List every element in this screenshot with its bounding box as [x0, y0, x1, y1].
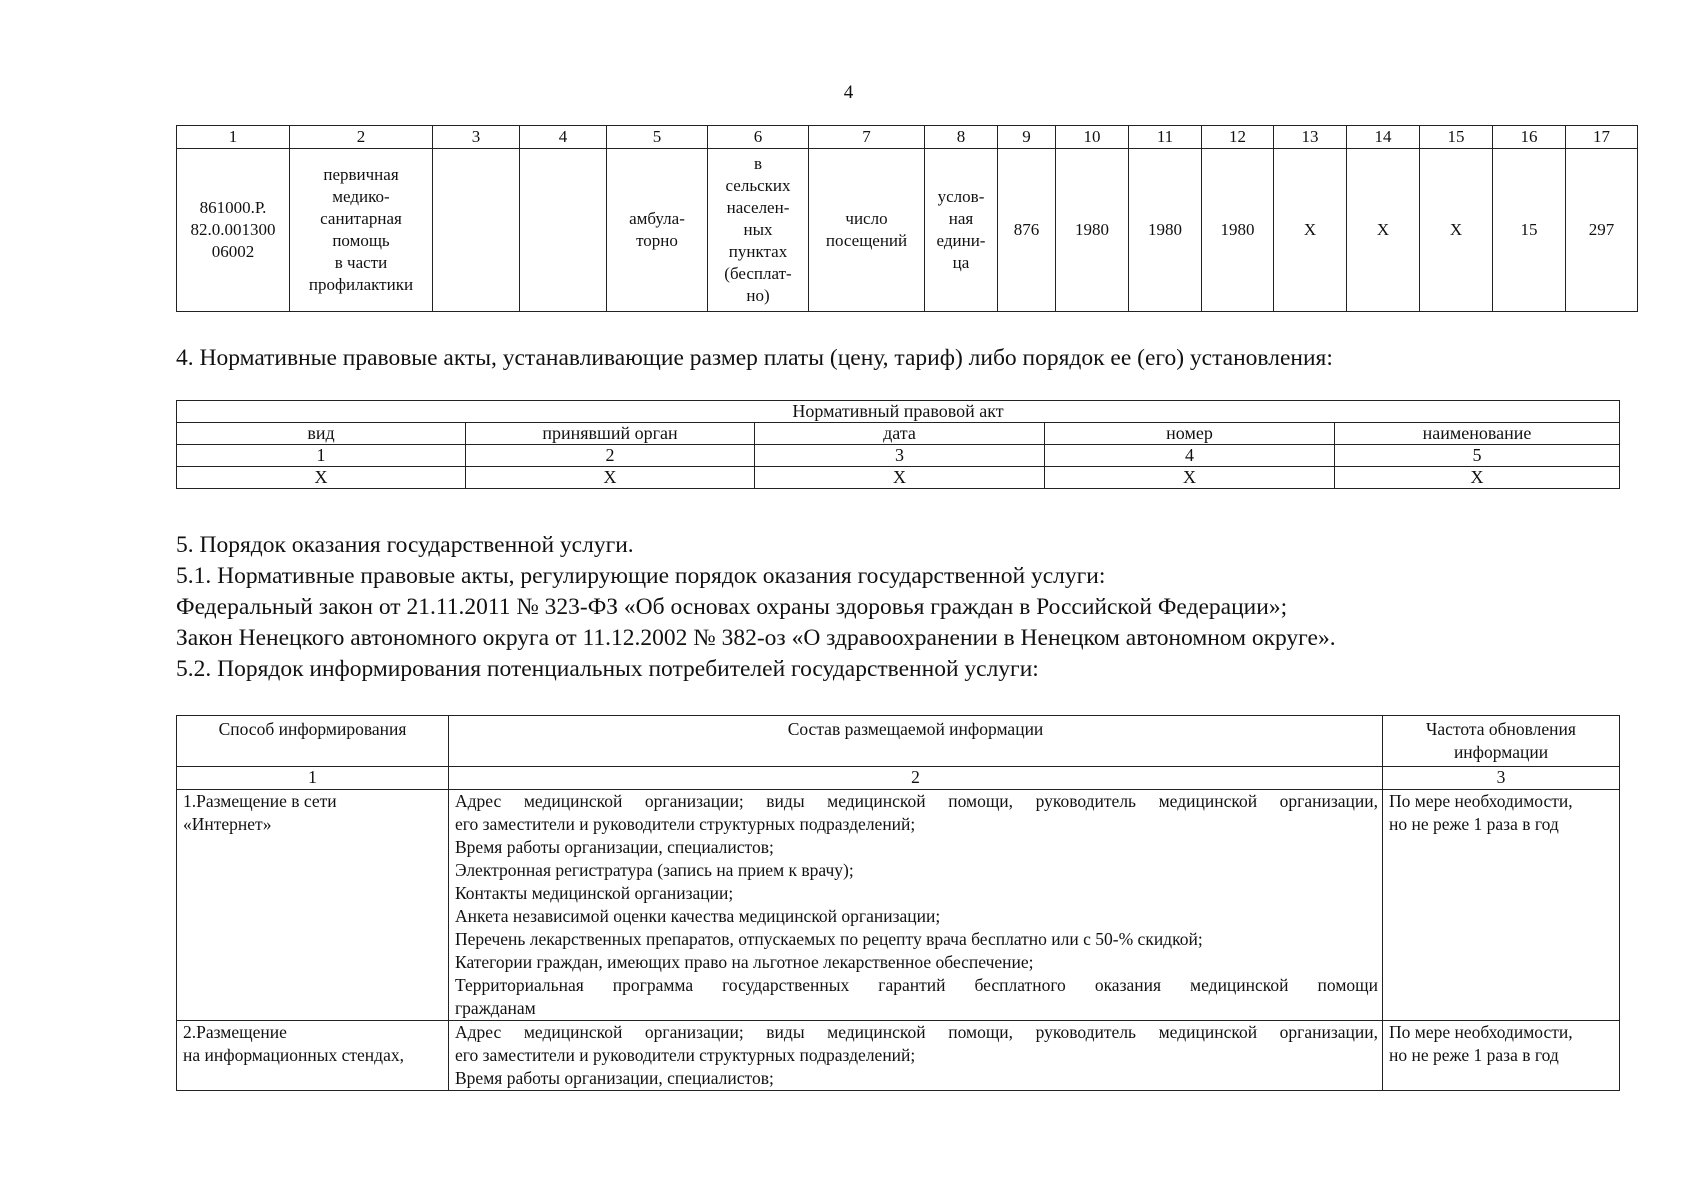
condition-line: сельских [725, 176, 791, 195]
service-code-line: 861000.Р. [199, 198, 267, 217]
frequency-cell [1383, 1021, 1620, 1091]
table2-value-row [177, 467, 1620, 489]
section52-title: 5.2. Порядок информирования потенциальных потребителей государственной услуги: [176, 656, 1039, 682]
table2-value-cell: Х [177, 467, 466, 489]
method-line: 1.Размещение в сети [183, 791, 337, 811]
care-form-cell [607, 149, 708, 312]
unit-line: ная [948, 209, 974, 228]
table3-header-frequency: Частота обновления информации [1383, 716, 1620, 767]
table2-value-cell: Х [1045, 467, 1335, 489]
service-name-line: помощь [332, 231, 390, 250]
content-line: гражданам [455, 998, 536, 1018]
price-cell: Х [1420, 149, 1493, 312]
condition-line: населен- [726, 198, 790, 217]
empty-cell [520, 149, 607, 312]
condition-line: но) [746, 286, 770, 305]
service-code-line: 82.0.001300 [190, 220, 276, 239]
table3-header-method: Способ информирования [177, 716, 449, 767]
value-cell: 1980 [1129, 149, 1202, 312]
condition-line: (бесплат- [724, 264, 792, 283]
section4-title: 4. Нормативные правовые акты, устанавливающие размер платы (цену, тариф) либо порядок ее (его) установления: [176, 345, 1333, 371]
section5-title: 5. Порядок оказания государственной услуги. [176, 532, 634, 558]
table1-header-cell: 13 [1274, 126, 1347, 149]
table1-header-cell: 6 [708, 126, 809, 149]
indicator-line: число [845, 209, 888, 228]
table2-number-cell: 1 [177, 445, 466, 467]
unit-line: ца [952, 253, 970, 272]
table1-header-cell: 5 [607, 126, 708, 149]
service-name-line: в части [334, 253, 388, 272]
condition-cell [708, 149, 809, 312]
table2-header-cell: принявший орган [466, 423, 755, 445]
table1-header-cell: 8 [925, 126, 998, 149]
table3-row [177, 1021, 1620, 1091]
value-cell: 1980 [1202, 149, 1274, 312]
method-cell [177, 1021, 449, 1091]
method-line: 2.Размещение [183, 1022, 287, 1042]
unit-line: услов- [937, 187, 985, 206]
table3-number-cell: 3 [1383, 767, 1620, 790]
care-form-line: торно [636, 231, 678, 250]
table2-value-cell: Х [466, 467, 755, 489]
table1-header-cell: 15 [1420, 126, 1493, 149]
deviation-percent-cell: 15 [1493, 149, 1566, 312]
method-cell [177, 790, 449, 1021]
price-cell: Х [1274, 149, 1347, 312]
content-line: Адрес медицинской организации; виды медицинской помощи, руководитель медицинской организации, [455, 791, 1378, 811]
table2-number-cell: 3 [755, 445, 1045, 467]
table2-number-row [177, 445, 1620, 467]
service-name-line: медико- [332, 187, 390, 206]
method-line: «Интернет» [183, 814, 272, 834]
table1-header-cell: 1 [177, 126, 290, 149]
service-code-cell [177, 149, 290, 312]
content-line: Категории граждан, имеющих право на льготное лекарственное обеспечение; [455, 952, 1034, 972]
table3-header-row [177, 716, 1620, 767]
condition-line: в [753, 154, 763, 173]
table2-number-cell: 5 [1335, 445, 1620, 467]
table2-header-cell: номер [1045, 423, 1335, 445]
indicator-line: посещений [825, 231, 908, 250]
table1-header-cell: 2 [290, 126, 433, 149]
table1-data-row [177, 149, 1638, 312]
frequency-cell [1383, 790, 1620, 1021]
table1-header-cell: 14 [1347, 126, 1420, 149]
table2-number-cell: 4 [1045, 445, 1335, 467]
table2-title: Нормативный правовой акт [177, 401, 1620, 423]
table1-header-cell: 12 [1202, 126, 1274, 149]
table1-header-cell: 7 [809, 126, 925, 149]
content-line: Территориальная программа государственных гарантий бесплатного оказания медицинской помощи [455, 975, 1378, 995]
indicator-cell [809, 149, 925, 312]
table1-header-cell: 17 [1566, 126, 1638, 149]
content-line: его заместители и руководители структурных подразделений; [455, 1045, 916, 1065]
content-line: Время работы организации, специалистов; [455, 1068, 774, 1088]
table3-number-cell: 1 [177, 767, 449, 790]
table2-title-row [177, 401, 1620, 423]
table1-header-row [177, 126, 1638, 149]
table2-header-cell: наименование [1335, 423, 1620, 445]
table2-number-cell: 2 [466, 445, 755, 467]
table1-header-cell: 3 [433, 126, 520, 149]
service-code-line: 06002 [211, 242, 255, 261]
table1-header-cell: 9 [998, 126, 1056, 149]
content-line: Электронная регистратура (запись на прием к врачу); [455, 860, 854, 880]
deviation-absolute-cell: 297 [1566, 149, 1638, 312]
content-cell [449, 1021, 1383, 1091]
table1-header-cell: 16 [1493, 126, 1566, 149]
frequency-line: По мере необходимости, [1389, 791, 1573, 811]
unit-cell [925, 149, 998, 312]
service-name-line: первичная [323, 165, 399, 184]
normative-acts-table [176, 400, 1620, 489]
table2-header-cell: дата [755, 423, 1045, 445]
table3-row [177, 790, 1620, 1021]
content-line: Контакты медицинской организации; [455, 883, 734, 903]
section5-block [176, 530, 1336, 685]
content-line: его заместители и руководители структурных подразделений; [455, 814, 916, 834]
frequency-line: но не реже 1 раза в год [1389, 1045, 1559, 1065]
informing-table [176, 715, 1620, 1091]
regional-law-line: Закон Ненецкого автономного округа от 11.12.2002 № 382-оз «О здравоохранении в Ненецком автономном округе». [176, 625, 1336, 651]
okei-code-cell: 876 [998, 149, 1056, 312]
table1-header-cell: 4 [520, 126, 607, 149]
frequency-line: По мере необходимости, [1389, 1022, 1573, 1042]
service-name-cell [290, 149, 433, 312]
content-line: Перечень лекарственных препаратов, отпускаемых по рецепту врача бесплатно или с 50-% скидкой; [455, 929, 1203, 949]
table1-header-cell: 10 [1056, 126, 1129, 149]
value-cell: 1980 [1056, 149, 1129, 312]
empty-cell [433, 149, 520, 312]
content-line: Время работы организации, специалистов; [455, 837, 774, 857]
table3-number-cell: 2 [449, 767, 1383, 790]
care-form-line: амбула- [629, 209, 685, 228]
table1-header-cell: 11 [1129, 126, 1202, 149]
page-number: 4 [843, 82, 854, 103]
table2-header-cell: вид [177, 423, 466, 445]
table2-header-row [177, 423, 1620, 445]
federal-law-line: Федеральный закон от 21.11.2011 № 323-ФЗ «Об основах охраны здоровья граждан в Российской Федерации»; [176, 594, 1288, 620]
unit-line: едини- [936, 231, 986, 250]
service-name-line: профилактики [308, 275, 414, 294]
table3-number-row [177, 767, 1620, 790]
service-name-line: санитарная [320, 209, 402, 228]
condition-line: пунктах [728, 242, 788, 261]
method-line: на информационных стендах, [183, 1045, 404, 1065]
table2-value-cell: Х [755, 467, 1045, 489]
section51-title: 5.1. Нормативные правовые акты, регулирующие порядок оказания государственной услуги: [176, 563, 1106, 589]
price-cell: Х [1347, 149, 1420, 312]
frequency-line: но не реже 1 раза в год [1389, 814, 1559, 834]
service-volume-table [176, 125, 1638, 312]
content-line: Анкета независимой оценки качества медицинской организации; [455, 906, 941, 926]
content-line: Адрес медицинской организации; виды медицинской помощи, руководитель медицинской организации, [455, 1022, 1378, 1042]
table2-value-cell: Х [1335, 467, 1620, 489]
table3-header-content: Состав размещаемой информации [449, 716, 1383, 767]
content-cell [449, 790, 1383, 1021]
condition-line: ных [743, 220, 773, 239]
